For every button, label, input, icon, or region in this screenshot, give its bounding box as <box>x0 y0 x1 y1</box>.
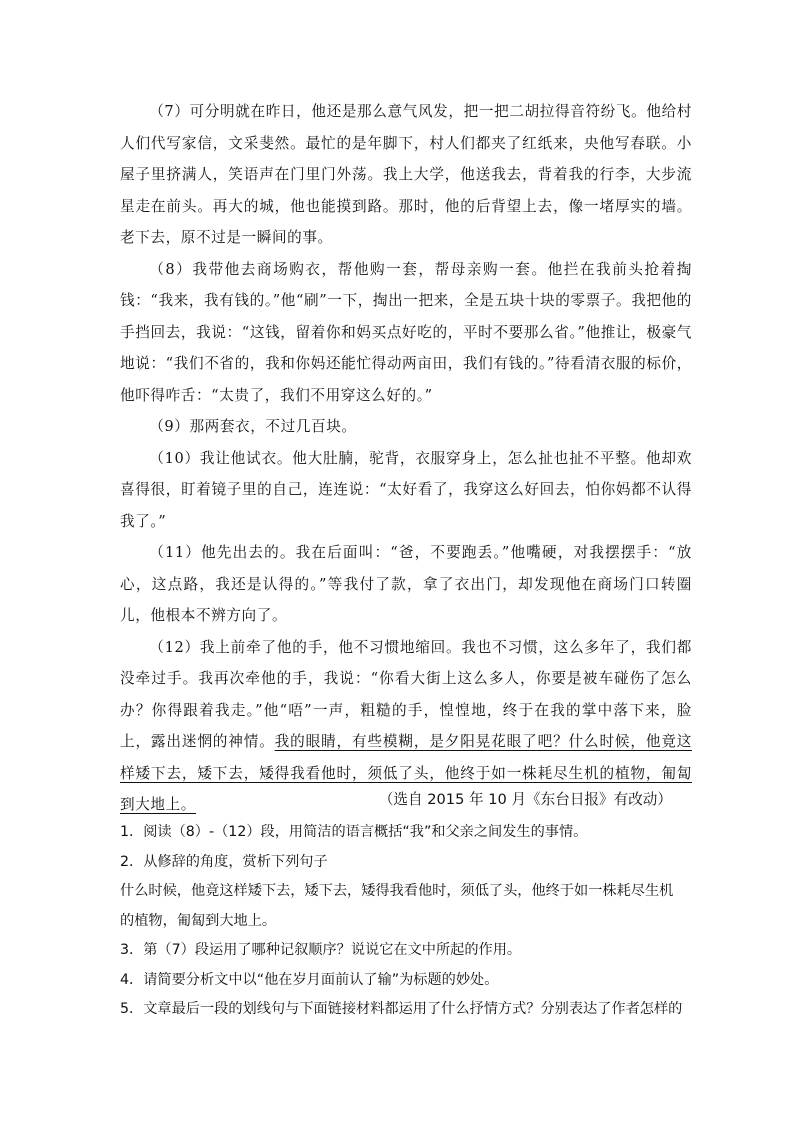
paragraph-11: （11）他先出去的。我在后面叫：“爸，不要跑丢。”他嘴硬，对我摆摆手：“放心，这点路，我还是认得的。”等我付了款，拿了衣出门，却发现他在商场门口转圈儿，他根本不辨方向了。 <box>120 544 692 624</box>
question-1: 1．阅读（8）-（12）段，用简洁的语言概括“我”和父亲之间发生的事情。 <box>120 824 588 840</box>
passage <box>120 96 692 821</box>
question-4: 4．请简要分析文中以“他在岁月面前认了输”为标题的妙处。 <box>120 971 499 988</box>
question-list <box>120 818 683 1025</box>
paragraph-7: （7）可分明就在昨日，他还是那么意气风发，把一把二胡拉得音符纷飞。他给村人们代写家信，文采斐然。最忙的是年脚下，村人们都夹了红纸来，央他写春联。小屋子里挤满人，笑语声在门里门外荡。我上大学，他送我去，背着我的行李，大步流星走在前头。再大的城，他也能摸到路。那时，他的后背望上去，像一堵厚实的墙。老下去，原不过是一瞬间的事。 <box>120 103 692 246</box>
paragraph-8: （8）我带他去商场购衣，帮他购一套，帮母亲购一套。他拦在我前头抢着掏钱：“我来，我有钱的。”他“刷”一下，掏出一把来，全是五块十块的零票子。我把他的手挡回去，我说：“这钱，留着你和妈买点好吃的，平时不要那么省。”他推让，极豪气地说：“我们不省的，我和你妈还能忙得动两亩田，我们有钱的。”待看清衣服的标价，他吓得咋舌：“太贵了，我们不用穿这么好的。” <box>120 260 692 404</box>
paragraph-9: （9）那两套衣，不过几百块。 <box>149 418 357 435</box>
paragraph-10: （10）我让他试衣。他大肚腩，驼背，衣服穿身上，怎么扯也扯不平整。他却欢喜得很，盯着镜子里的自己，连连说：“太好看了，我穿这么好回去，怕你妈都不认得我了。” <box>120 449 692 530</box>
question-2-sentence: 什么时候，他竟这样矮下去，矮下去，矮得我看他时，须低了头，他终于如一株耗尽生机的植物，匍匐到大地上。 <box>120 883 674 929</box>
question-5: 5．文章最后一段的划线句与下面链接材料都运用了什么抒情方式？分别表达了作者怎样的 <box>120 1001 683 1017</box>
underlined-sentence: 我的眼睛，有些模糊，是夕阳晃花眼了吧？什么时候，他竟这样矮下去，矮下去，矮得我看他时，须低了头，他终于如一株耗尽生机的植物，匍匐到大地上。 <box>120 733 692 813</box>
question-2: 2．从修辞的角度，赏析下列句子 <box>120 853 328 870</box>
paragraph-12-text: （12）我上前牵了他的手，他不习惯地缩回。我也不习惯，这么多年了，我们都没牵过手。我再次牵他的手，我说：“你看大街上这么多人，你要是被车碰伤了怎么办？你得跟着我走。”他“唔”一声，粗糙的手，惶惶地，终于在我的掌中落下来，脸上，露出迷惘的神情。 <box>120 638 692 750</box>
source-citation: （选自 2015 年 10 月《东台日报》有改动） <box>378 791 672 808</box>
question-3: 3．第（7）段运用了哪种记叙顺序？说说它在文中所起的作用。 <box>120 942 522 958</box>
